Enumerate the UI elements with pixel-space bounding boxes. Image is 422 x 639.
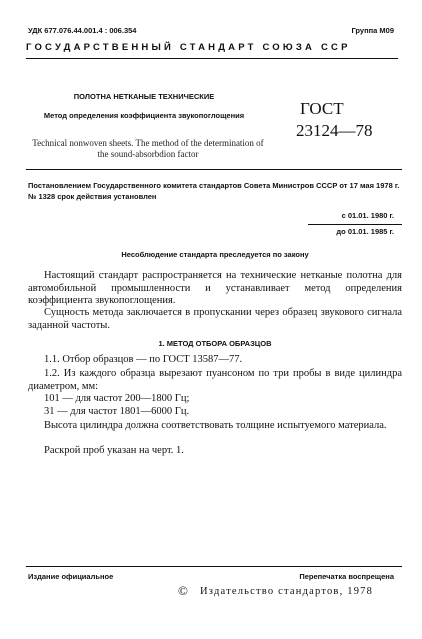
method-essence-paragraph: Сущность метода заключается в пропускании через образец звукового сигнала заданной частоты.	[28, 307, 402, 331]
group-code: Группа М09	[351, 26, 394, 35]
clause-1-1: 1.1. Отбор образцов — по ГОСТ 13587—77.	[44, 354, 243, 365]
effective-date-end: до 01.01. 1985 г.	[336, 227, 394, 236]
header-rule	[26, 58, 398, 59]
document-title: ПОЛОТНА НЕТКАНЫЕ ТЕХНИЧЕСКИЕ	[73, 92, 215, 101]
official-edition: Издание официальное	[28, 572, 114, 581]
gost-label: ГОСТ	[300, 99, 344, 118]
sample-layout-paragraph: Раскрой проб указан на черт. 1.	[44, 445, 184, 456]
gost-number: 23124—78	[296, 121, 373, 140]
copyright-text: Издательство стандартов, 1978	[200, 586, 374, 597]
legal-warning: Несоблюдение стандарта преследуется по закону	[121, 250, 309, 259]
standard-title: ГОСУДАРСТВЕННЫЙ СТАНДАРТ СОЮЗА ССР	[26, 42, 351, 53]
title-block-rule	[26, 169, 402, 170]
clause-1-2: 1.2. Из каждого образца вырезают пуансоном по три пробы в виде цилиндра диаметром, мм:	[28, 368, 402, 392]
section-1-heading: 1. МЕТОД ОТБОРА ОБРАЗЦОВ	[158, 339, 272, 348]
decree-text: Постановлением Государственного комитета стандартов Совета Министров СССР от 17 мая 1978 г. № 1328 срок действия установлен	[28, 181, 400, 201]
intro-paragraph: Настоящий стандарт распространяется на технические нетканые полотна для автомобильной промышленности и устанавливает метод определения коэффициента звукопоглощения.	[28, 270, 402, 306]
effective-date-start: с 01.01. 1980 г.	[341, 211, 394, 220]
diameter-31: 31 — для частот 1801—6000 Гц.	[44, 406, 190, 417]
reprint-prohibited: Перепечатка воспрещена	[299, 572, 394, 581]
footer-rule	[26, 566, 402, 567]
udk-code: УДК 677.076.44.001.4 : 006.354	[28, 26, 137, 35]
diameter-101: 101 — для частот 200—1800 Гц;	[44, 393, 190, 404]
copyright-icon: ©	[178, 583, 188, 598]
document-title-english: Technical nonwoven sheets. The method of the determination of the sound-absorbdion factor	[32, 138, 264, 159]
document-subtitle: Метод определения коэффициента звукопоглощения	[43, 111, 245, 120]
date-underline	[308, 224, 402, 225]
cylinder-height-paragraph: Высота цилиндра должна соответствовать толщине испытуемого материала.	[44, 420, 387, 431]
